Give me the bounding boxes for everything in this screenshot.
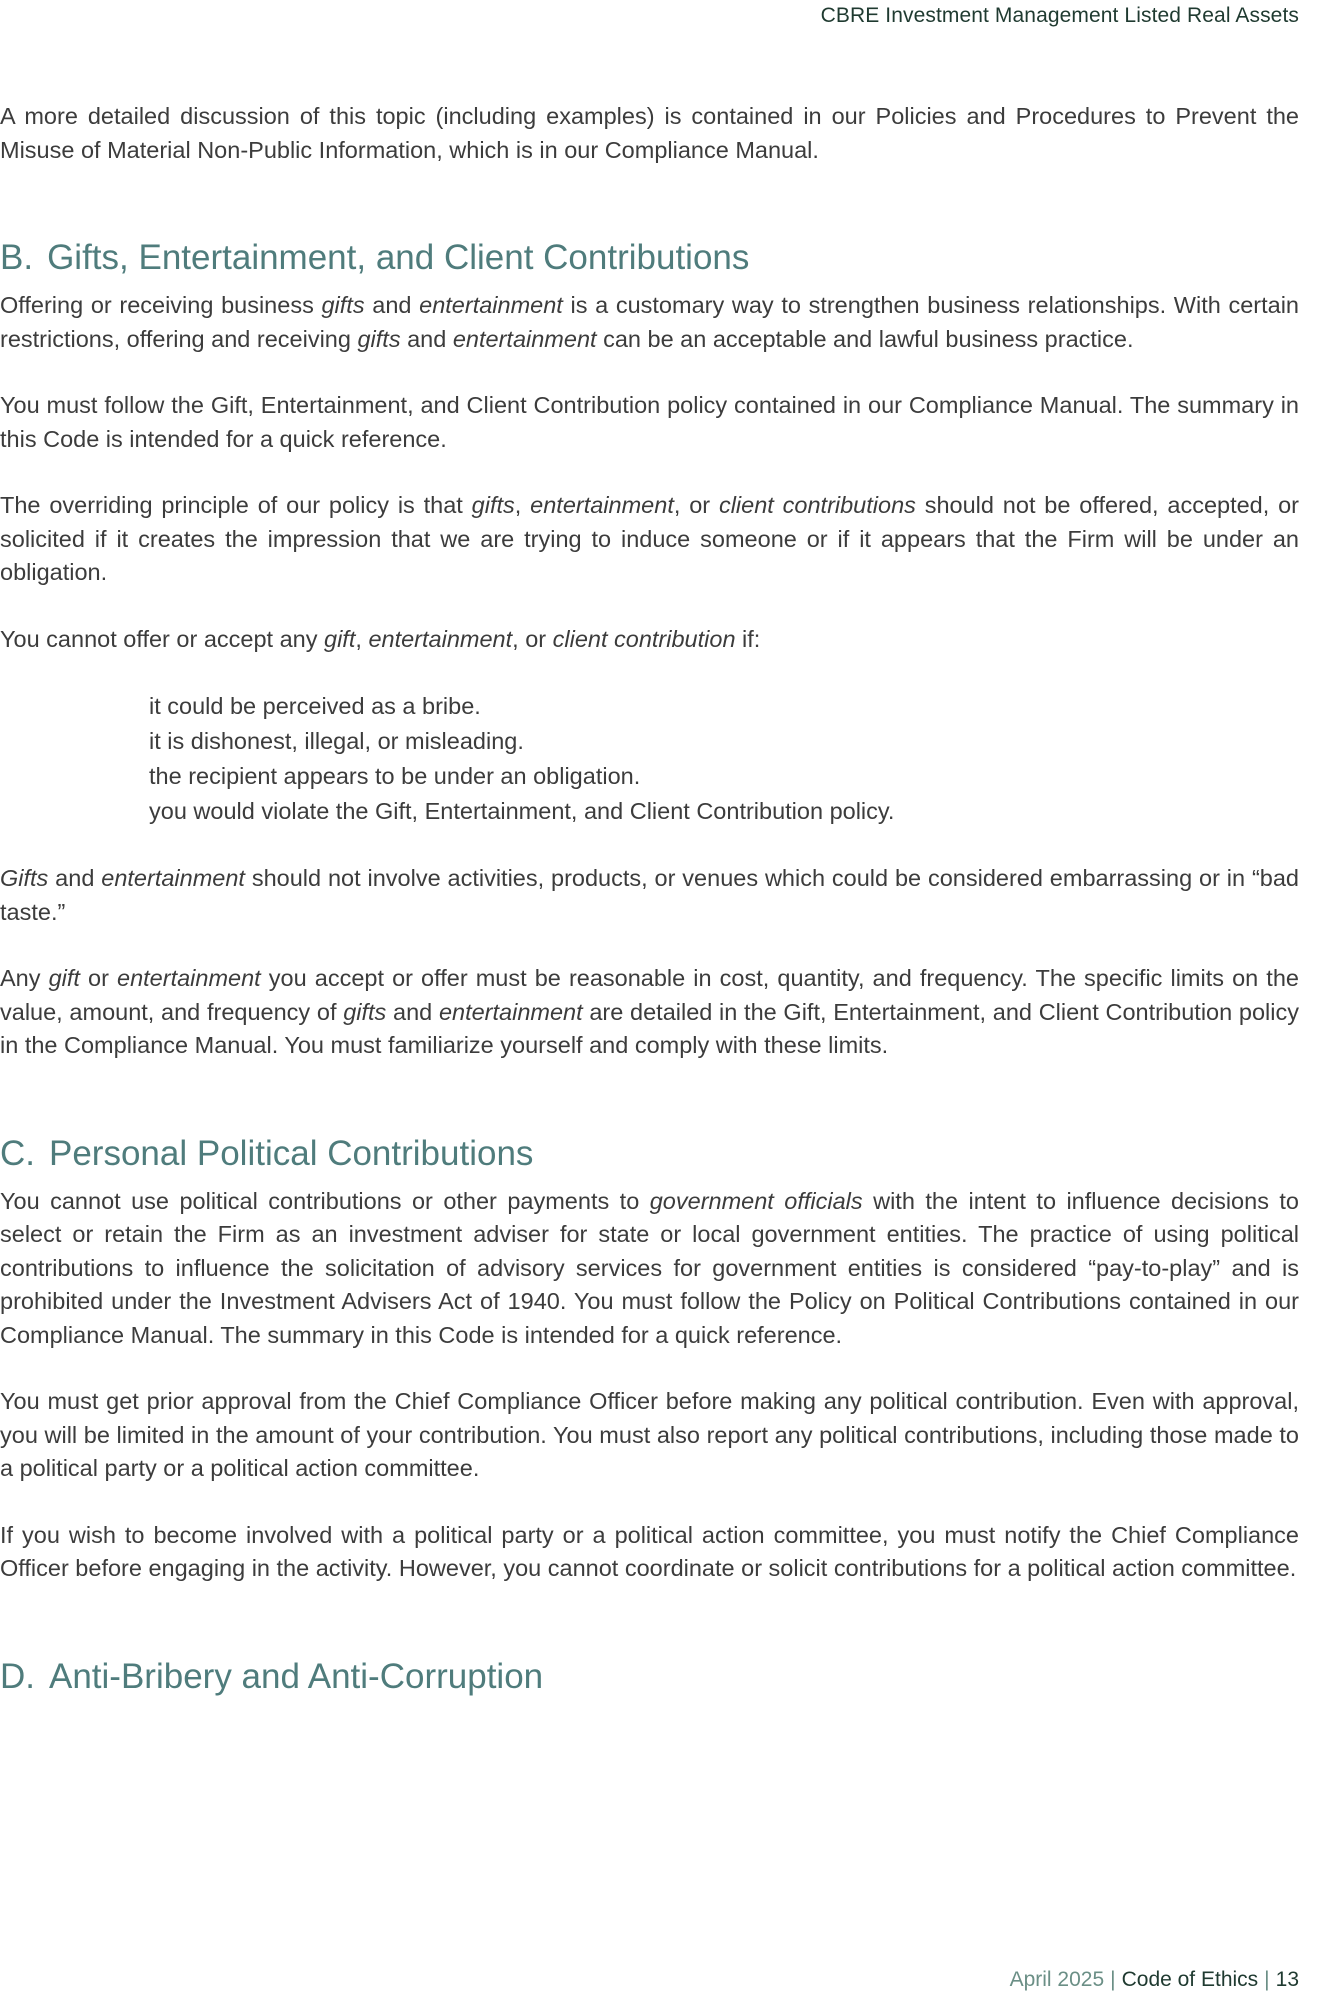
list-item: it is dishonest, illegal, or misleading. xyxy=(149,728,524,754)
list-item: the recipient appears to be under an obligation. xyxy=(149,763,641,789)
section-letter: C. xyxy=(0,1133,35,1173)
section-b-paragraph-4: You cannot offer or accept any gift, entertainment, or client contribution if: xyxy=(0,625,761,652)
footer-doc-title: Code of Ethics xyxy=(1121,1968,1259,1991)
footer-date: April 2025 xyxy=(1009,1968,1105,1991)
section-b-paragraph-1: Offering or receiving business gifts and entertainment is a customary way to strengthen business relationships. With certain restrictions, offering and receiving gifts and entertainment can be an acceptable and lawful business practice. xyxy=(0,292,1299,352)
page-content xyxy=(0,100,1299,1708)
section-c-paragraph-2: You must get prior approval from the Chief Compliance Officer before making any political contribution. Even with approval, you will be limited in the amount of your contribution. You must also report any political contributions, including those made to a political party or a political action committee. xyxy=(0,1388,1299,1481)
section-b-heading xyxy=(0,235,1299,281)
section-title: Personal Political Contributions xyxy=(49,1133,534,1173)
footer-separator: | xyxy=(1264,1968,1270,1991)
conditions-list xyxy=(149,689,1299,829)
section-b-paragraph-3: The overriding principle of our policy is that gifts, entertainment, or client contributions should not be offered, accepted, or solicited if it creates the impression that we are trying to induce someone or if it appears that the Firm will be under an obligation. xyxy=(0,492,1300,585)
list-item: you would violate the Gift, Entertainment, and Client Contribution policy. xyxy=(149,798,895,824)
section-c-paragraph-1: You cannot use political contributions or other payments to government officials with the intent to influence decisions to select or retain the Firm as an investment adviser for state or local government entities. The practice of using political contributions to influence the solicitation of advisory services for government entities is considered “pay-to-play” and is prohibited under the Investment Advisers Act of 1940. You must follow the Policy on Political Contributions contained in our Compliance Manual. The summary in this Code is intended for a quick reference. xyxy=(0,1187,1300,1348)
section-letter: B. xyxy=(0,238,34,277)
section-letter: D. xyxy=(0,1656,35,1696)
section-b-paragraph-5: Gifts and entertainment should not involve activities, products, or venues which could be considered embarrassing or in “bad taste.” xyxy=(0,865,1299,925)
section-c-paragraph-3: If you wish to become involved with a political party or a political action committee, you must notify the Chief Compliance Officer before engaging in the activity. However, you cannot coordinate or solicit contributions for a political action committee. xyxy=(0,1521,1299,1581)
section-title: Anti-Bribery and Anti-Corruption xyxy=(49,1656,544,1696)
section-b-paragraph-6: Any gift or entertainment you accept or offer must be reasonable in cost, quantity, and frequency. The specific limits on the value, amount, and frequency of gifts and entertainment are detailed in the Gift, Entertainment, and Client Contribution policy in the Compliance Manual. You must familiarize yourself and comply with these limits. xyxy=(0,965,1299,1058)
intro-paragraph: A more detailed discussion of this topic (including examples) is contained in our Policies and Procedures to Prevent the Misuse of Material Non-Public Information, which is in our Compliance Manual. xyxy=(0,103,1299,163)
list-item: it could be perceived as a bribe. xyxy=(149,693,481,719)
section-b-paragraph-2: You must follow the Gift, Entertainment, and Client Contribution policy contained in our Compliance Manual. The summary in this Code is intended for a quick reference. xyxy=(0,392,1299,452)
section-d-heading xyxy=(0,1654,1299,1700)
page-footer xyxy=(1010,1968,1299,1992)
section-title: Gifts, Entertainment, and Client Contributions xyxy=(47,238,750,277)
footer-separator: | xyxy=(1110,1968,1116,1991)
page-number: 13 xyxy=(1275,1968,1299,1991)
section-c-heading xyxy=(0,1131,1299,1177)
running-header: CBRE Investment Management Listed Real Assets xyxy=(820,4,1299,27)
